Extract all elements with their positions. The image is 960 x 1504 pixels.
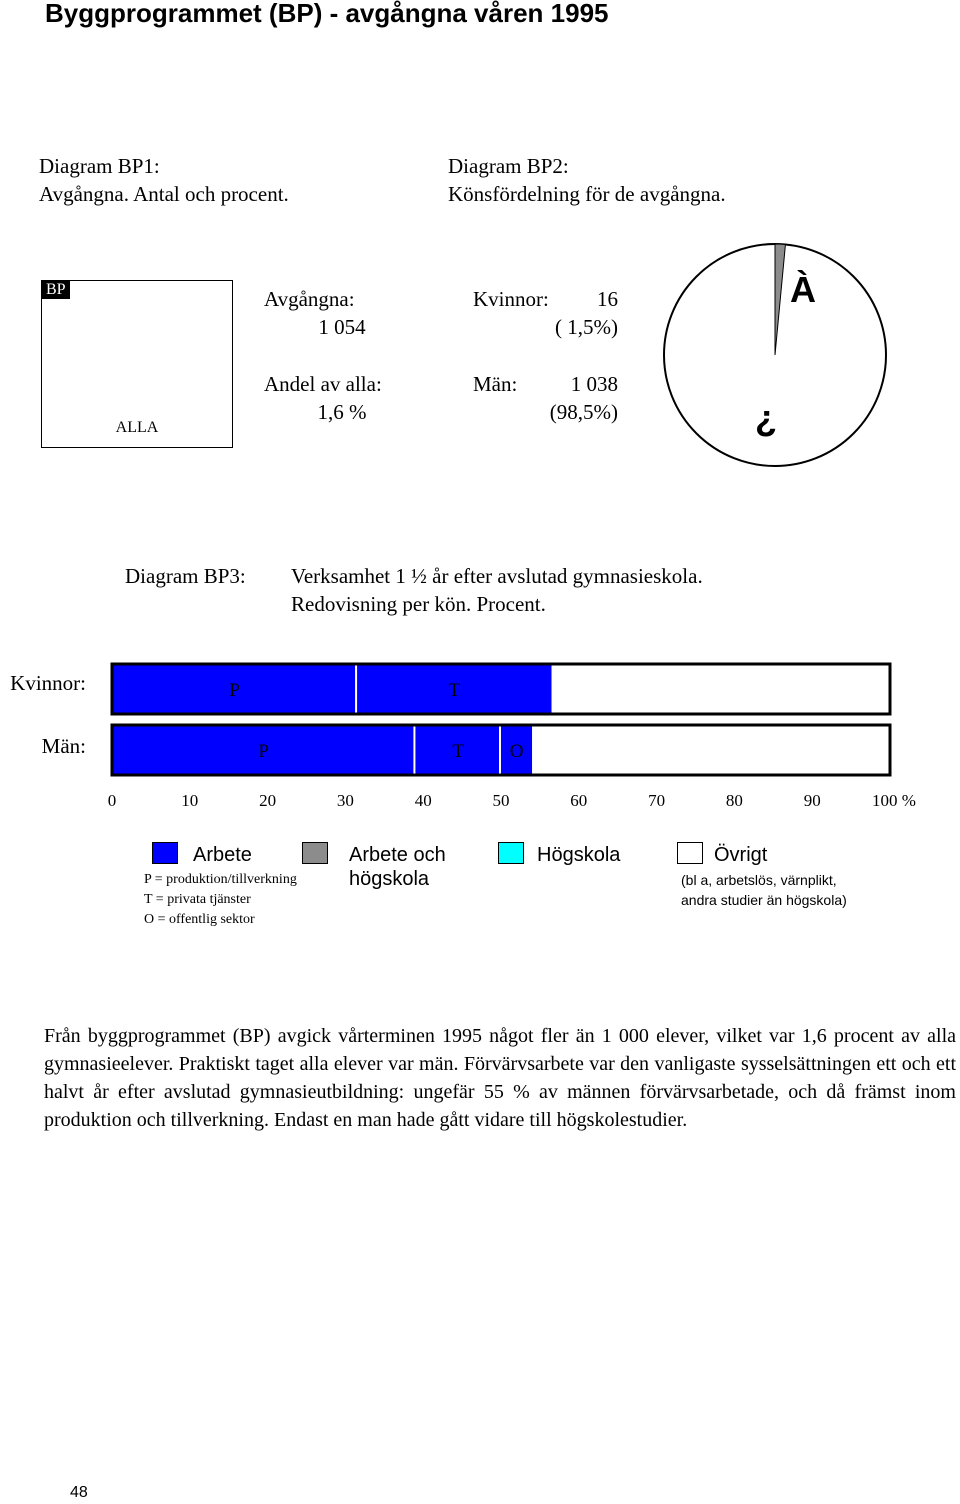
body-paragraph: Från byggprogrammet (BP) avgick vårterminen 1995 något fler än 1 000 elever, vilket var 1,6 procent av alla gymnasieelever. Praktiskt taget alla elever var män. Förvärvsarbete var den vanligaste sysselsättningen ett och ett halvt år efter avslutad gymnasieutbildning: ungefär 55 % av männen förvärvsarbetade, och då främst inom produktion och tillverkning. Endast en man hade gått vidare till högskolestudier. <box>44 1025 956 1131</box>
x-tick-label: 30 <box>336 791 354 810</box>
andel-value: 1,6 % <box>317 400 367 424</box>
x-tick-label: 80 <box>725 791 743 810</box>
legend-label-ovrigt: Övrigt <box>714 844 768 866</box>
legend-code-o: O = offentlig sektor <box>144 912 255 927</box>
x-tick-label: 60 <box>570 791 588 810</box>
bp1-caption-heading: Diagram BP1: <box>39 154 160 178</box>
bp1-share-box <box>41 280 233 448</box>
bp2-caption-heading: Diagram BP2: <box>448 154 569 178</box>
bar-man-label-o: O <box>509 741 524 762</box>
bar-man-label-p: P <box>258 741 269 762</box>
legend-code-t: T = privata tjänster <box>144 892 251 907</box>
gender-pie-chart <box>660 240 890 470</box>
bp3-caption-heading: Diagram BP3: <box>125 564 246 588</box>
x-tick-label: 20 <box>259 791 277 810</box>
x-tick-label: 0 <box>107 791 117 810</box>
man-label: Män: <box>473 372 518 396</box>
bp1-caption-text: Avgångna. Antal och procent. <box>39 182 289 206</box>
bp1-caption <box>39 152 289 208</box>
legend-swatch-arbete <box>152 842 178 864</box>
x-tick-label: 100 % <box>872 791 916 810</box>
legend-ovrigt-note <box>681 870 847 910</box>
bp3-caption <box>291 562 703 618</box>
pie-symbol-women: À <box>790 269 816 310</box>
bar-man-label-t: T <box>452 741 465 762</box>
legend-label-arbete-hogskola-line1: Arbete och <box>349 844 446 866</box>
legend-ovrigt-note-line1: (bl a, arbetslös, värnplikt, <box>681 872 837 888</box>
avgangna-value: 1 054 <box>318 315 366 339</box>
alla-label: ALLA <box>115 419 159 436</box>
bar-man-segment-ovrigt <box>532 725 890 775</box>
legend-swatch-hogskola <box>498 842 524 864</box>
x-tick-label: 10 <box>181 791 199 810</box>
legend-label-arbete: Arbete <box>193 844 252 866</box>
avgangna-label: Avgångna: <box>264 287 355 311</box>
pie-symbol-men: ¿ <box>755 397 777 438</box>
bar-kvinnor-label-t: T <box>448 680 461 701</box>
page-number: 48 <box>70 1484 88 1501</box>
row-label-man: Män: <box>41 734 86 758</box>
legend-ovrigt-note-line2: andra studier än högskola) <box>681 892 847 908</box>
legend-codes <box>144 870 297 930</box>
andel-label: Andel av alla: <box>264 372 382 396</box>
man-count: 1 038 <box>570 372 618 396</box>
row-label-kvinnor: Kvinnor: <box>10 671 86 695</box>
x-tick-label: 40 <box>414 791 432 810</box>
legend-label-hogskola: Högskola <box>537 844 621 866</box>
kvinnor-label: Kvinnor: <box>473 287 549 311</box>
x-tick-label: 50 <box>492 791 510 810</box>
legend-swatch-arbete-hogskola <box>302 842 328 864</box>
legend-code-p: P = produktion/tillverkning <box>144 872 297 887</box>
legend-label-arbete-hogskola <box>349 843 446 891</box>
activity-bar-chart <box>100 655 910 790</box>
bp2-caption-text: Könsfördelning för de avgångna. <box>448 182 726 206</box>
kvinnor-pct: ( 1,5%) <box>555 315 618 339</box>
kvinnor-count: 16 <box>597 287 618 311</box>
page-title: Byggprogrammet (BP) - avgångna våren 1995 <box>45 0 609 28</box>
bp3-caption-line2: Redovisning per kön. Procent. <box>291 592 546 616</box>
x-tick-label: 90 <box>803 791 821 810</box>
bar-kvinnor-label-p: P <box>229 680 240 701</box>
bar-kvinnor-segment-ovrigt <box>552 664 890 714</box>
bp3-caption-line1: Verksamhet 1 ½ år efter avslutad gymnasieskola. <box>291 564 703 588</box>
bp-tag: BP <box>42 281 70 299</box>
bp2-caption <box>448 152 726 208</box>
man-pct: (98,5%) <box>549 400 618 424</box>
legend-label-arbete-hogskola-line2: högskola <box>349 868 430 890</box>
legend-swatch-ovrigt <box>677 842 703 864</box>
x-tick-label: 70 <box>648 791 666 810</box>
